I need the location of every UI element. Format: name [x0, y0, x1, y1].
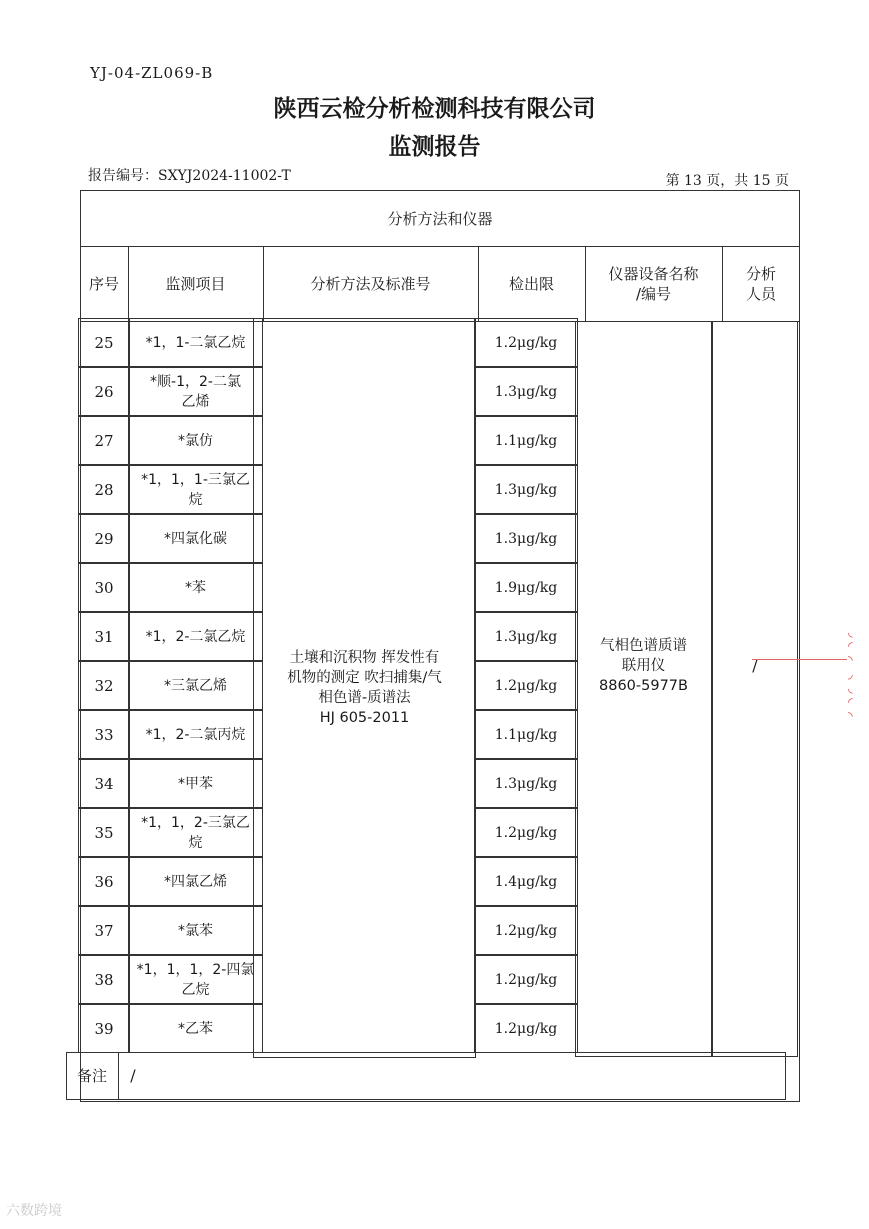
row-item: *四氯乙烯 [164, 873, 227, 890]
row-item: *1，1-二氯乙烷 [145, 334, 246, 351]
row-item: *氯仿 [178, 432, 213, 449]
analyst-cell: / [752, 656, 758, 675]
row-number: 33 [94, 725, 114, 744]
row-number: 32 [94, 676, 114, 695]
instrument-cell: 气相色谱质谱 联用仪 8860-5977B [599, 638, 688, 694]
company-name: 陕西云检分析检测科技有限公司 [273, 96, 596, 122]
row-detection-limit: 1.9μg/kg [494, 579, 558, 596]
row-number: 26 [94, 382, 114, 401]
row-detection-limit: 1.2μg/kg [494, 334, 558, 351]
row-item: *氯苯 [178, 922, 213, 939]
row-detection-limit: 1.3μg/kg [494, 775, 558, 792]
row-detection-limit: 1.4μg/kg [494, 873, 558, 890]
row-item: *甲苯 [178, 775, 213, 792]
header-analyst: 分析 人员 [745, 264, 776, 303]
row-detection-limit: 1.3μg/kg [494, 530, 558, 547]
row-item: *三氯乙烯 [164, 677, 227, 694]
row-item: *1，1，2-三氯乙 烷 [141, 814, 250, 851]
report-number: 报告编号：SXYJ2024-11002-T [88, 168, 291, 184]
seal-stamp-fragment: ◟ ◜ ◝ ◞ ◟ ◜ ◝ [848, 625, 853, 723]
row-detection-limit: 1.2μg/kg [494, 971, 558, 988]
row-item: *1，2-二氯乙烷 [145, 628, 246, 645]
header-limit: 检出限 [508, 274, 554, 293]
row-detection-limit: 1.1μg/kg [494, 432, 558, 449]
row-number: 27 [94, 431, 114, 450]
header-no: 序号 [88, 274, 119, 293]
row-number: 29 [94, 529, 114, 548]
document-code: YJ-04-ZL069-B [90, 64, 214, 82]
row-detection-limit: 1.2μg/kg [494, 677, 558, 694]
row-number: 34 [94, 774, 114, 793]
row-number: 31 [94, 627, 114, 646]
header-method: 分析方法及标准号 [310, 274, 431, 293]
section-title: 分析方法和仪器 [387, 210, 493, 228]
row-number: 37 [94, 921, 114, 940]
row-item: *苯 [185, 579, 206, 596]
row-detection-limit: 1.1μg/kg [494, 726, 558, 743]
row-detection-limit: 1.3μg/kg [494, 481, 558, 498]
watermark-logo: 六数跨境 [6, 1203, 62, 1219]
row-number: 39 [94, 1019, 114, 1038]
row-item: *四氯化碳 [164, 530, 227, 547]
row-detection-limit: 1.2μg/kg [494, 824, 558, 841]
row-item: *顺-1，2-二氯 乙烯 [150, 373, 241, 410]
row-detection-limit: 1.3μg/kg [494, 383, 558, 400]
row-number: 36 [94, 872, 114, 891]
row-item: *1，2-二氯丙烷 [145, 726, 246, 743]
row-detection-limit: 1.2μg/kg [494, 1020, 558, 1037]
row-number: 38 [94, 970, 114, 989]
row-number: 25 [94, 333, 114, 352]
row-detection-limit: 1.2μg/kg [494, 922, 558, 939]
remark-row [66, 1052, 786, 1100]
header-item: 监测项目 [165, 274, 226, 293]
page-info: 第 13 页，共 15 页 [665, 173, 789, 189]
method-cell: 土壤和沉积物 挥发性有 机物的测定 吹扫捕集/气 相色谱-质谱法 HJ 605-2011 [287, 650, 442, 726]
row-detection-limit: 1.3μg/kg [494, 628, 558, 645]
row-item: *乙苯 [178, 1020, 213, 1037]
remark-value: / [130, 1066, 136, 1085]
row-item: *1，1，1-三氯乙 烷 [141, 471, 250, 508]
row-number: 35 [94, 823, 114, 842]
report-title: 监测报告 [388, 134, 481, 160]
remark-label: 备注 [76, 1067, 107, 1085]
row-number: 30 [94, 578, 114, 597]
row-number: 28 [94, 480, 114, 499]
row-item: *1，1，1，2-四氯 乙烷 [136, 961, 255, 998]
seal-stamp-edge [752, 659, 847, 660]
header-instrument: 仪器设备名称 /编号 [608, 264, 699, 303]
